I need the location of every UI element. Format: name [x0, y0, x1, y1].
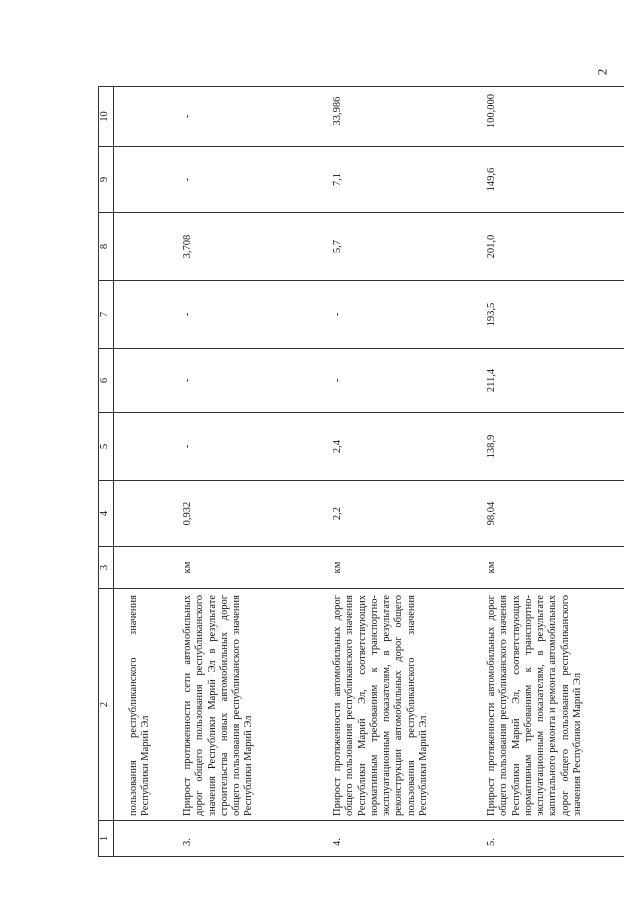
column-header: 1 — [99, 821, 114, 857]
value-cell: - — [322, 349, 474, 413]
column-header: 7 — [99, 281, 114, 349]
empty-cell — [114, 481, 173, 547]
value-cell: - — [172, 349, 322, 413]
column-header: 8 — [99, 213, 114, 281]
table-row — [474, 87, 624, 857]
row-unit: км — [322, 547, 474, 589]
value-cell: - — [172, 147, 322, 213]
value-cell: 5,7 — [322, 213, 474, 281]
row-number: 5. — [474, 821, 624, 857]
row-number — [114, 821, 173, 857]
value-cell: 138,9 — [474, 413, 624, 481]
row-description: пользования республиканского значения Республики Марий Эл — [114, 589, 173, 821]
empty-cell — [114, 547, 173, 589]
table-header-row — [99, 87, 114, 857]
empty-cell — [114, 87, 173, 147]
value-cell: - — [172, 87, 322, 147]
empty-cell — [114, 147, 173, 213]
value-cell: 3,708 — [172, 213, 322, 281]
column-header: 5 — [99, 413, 114, 481]
value-cell: 149,6 — [474, 147, 624, 213]
value-cell: 201,0 — [474, 213, 624, 281]
table-row — [322, 87, 474, 857]
column-header: 4 — [99, 481, 114, 547]
column-header: 10 — [99, 87, 114, 147]
value-cell: 98,04 — [474, 481, 624, 547]
table-row — [172, 87, 322, 857]
row-unit: км — [172, 547, 322, 589]
row-unit: км — [474, 547, 624, 589]
rotated-table-container — [98, 87, 638, 857]
value-cell: 193,5 — [474, 281, 624, 349]
row-number: 3. — [172, 821, 322, 857]
empty-cell — [114, 281, 173, 349]
value-cell: - — [322, 281, 474, 349]
column-header: 3 — [99, 547, 114, 589]
value-cell: 2,2 — [322, 481, 474, 547]
page-number: 2 — [593, 68, 609, 76]
empty-cell — [114, 349, 173, 413]
row-description: Прирост протяженности сети автомобильных дорог общего пользования республиканского значения Республики Марий Эл в результате строительства новых автомобильных дорог общего пользования республиканского значения Республики Марий Эл — [172, 589, 322, 821]
value-cell: 33,986 — [322, 87, 474, 147]
value-cell: 0,932 — [172, 481, 322, 547]
value-cell: - — [172, 413, 322, 481]
column-header: 6 — [99, 349, 114, 413]
value-cell: 7,1 — [322, 147, 474, 213]
empty-cell — [114, 213, 173, 281]
row-number: 4. — [322, 821, 474, 857]
column-header: 9 — [99, 147, 114, 213]
row-description: Прирост протяженности автомобильных дорог общего пользования республиканского значения Республики Марий Эл, соответствующих нормативным требованиям к транспортно-эксплуатационным показателям, в результате капитального ремонта и ремонта автомобильных дорог общего пользования республиканского значения Республики Марий Эл — [474, 589, 624, 821]
column-header: 2 — [99, 589, 114, 821]
value-cell: 211,4 — [474, 349, 624, 413]
indicators-table — [98, 86, 624, 857]
value-cell: 2,4 — [322, 413, 474, 481]
table-row-continuation — [114, 87, 173, 857]
row-description: Прирост протяженности автомобильных дорог общего пользования республиканского значения Республики Марий Эл, соответствующих нормативным требованиям к транспортно-эксплуатационным показателям, в результате реконструкции автомобильных дорог общего пользования республиканского значения Республики Марий Эл — [322, 589, 474, 821]
value-cell: - — [172, 281, 322, 349]
value-cell: 100,000 — [474, 87, 624, 147]
empty-cell — [114, 413, 173, 481]
